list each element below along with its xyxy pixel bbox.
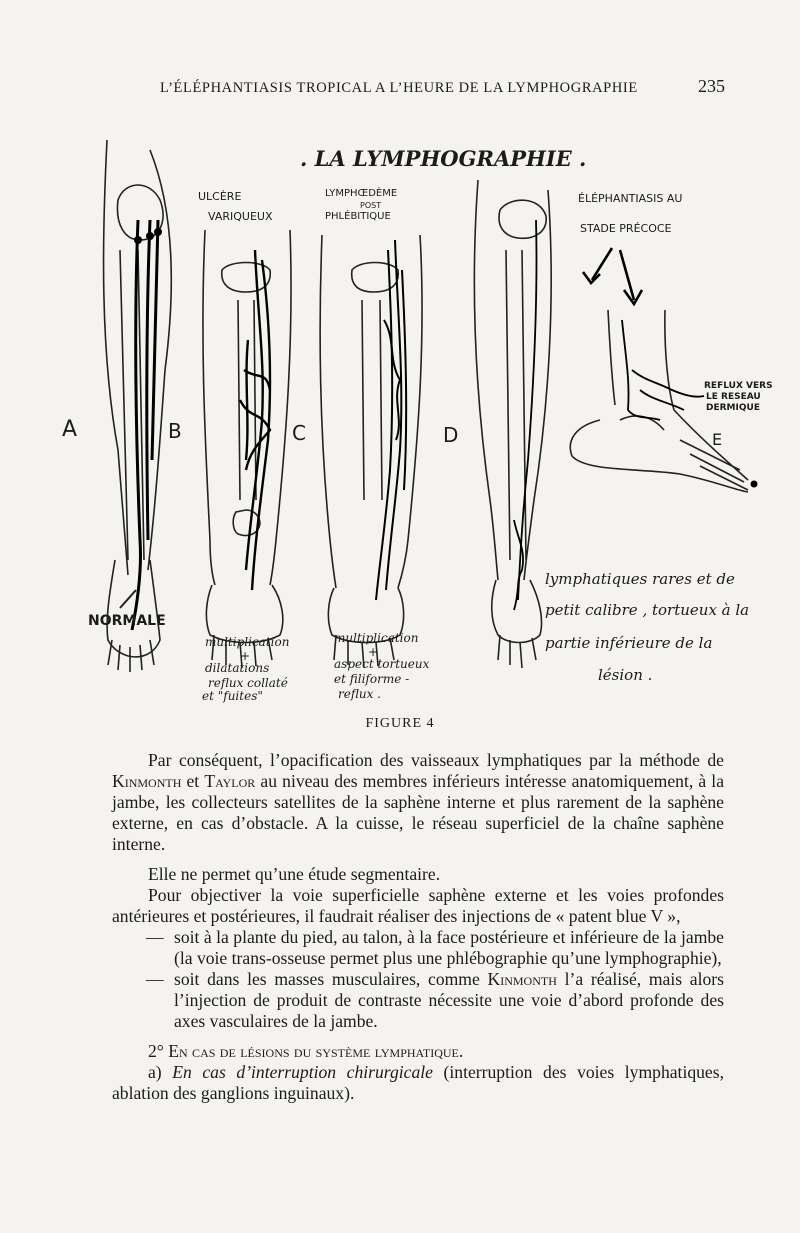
e-caption-line4: lésion . — [598, 666, 653, 684]
c-caption-line4: et filiforme - — [334, 672, 410, 686]
e-title-line1: ÉLÉPHANTIASIS AU — [578, 192, 683, 205]
figure-title: . LA LYMPHOGRAPHIE . — [300, 146, 587, 171]
figure-4 — [0, 120, 800, 710]
b-caption-line3: dilatations — [205, 661, 270, 675]
arrows — [583, 248, 642, 304]
author-name: Taylor — [204, 771, 256, 791]
b-caption-line1: multiplication — [205, 635, 290, 649]
b-caption-line5: et "fuites" — [202, 689, 263, 703]
panel-letter-b: B — [168, 419, 182, 443]
c-caption-line3: aspect tortueux — [334, 657, 430, 671]
paragraph-3: Pour objectiver la voie superficielle saphène externe et les voies profondes antérieures et postérieures, il faudrait réaliser des injections de « patent blue V », — [112, 885, 724, 926]
list-item: — soit dans les masses musculaires, comme Kinmonth l’a réalisé, mais alors l’injection de produit de contraste nécessite une voie d’abord profonde des axes vasculaires de la jambe. — [146, 969, 725, 1031]
author-name: Kinmonth — [112, 771, 182, 791]
e-caption-line1: lymphatiques rares et de — [545, 570, 735, 588]
running-head-title: L’ÉLÉPHANTIASIS TROPICAL A L’HEURE DE LA LYMPHOGRAPHIE — [160, 80, 638, 96]
e-annotation-line1: REFLUX VERS — [704, 381, 773, 391]
e-annotation-line2: LE RESEAU — [706, 392, 761, 402]
panel-letter-a: A — [62, 417, 78, 442]
panel-letter-e: E — [712, 430, 723, 449]
panel-letter-c: C — [292, 421, 306, 445]
foot-e-lymphatics — [622, 320, 704, 420]
c-title-line3: PHLÉBITIQUE — [325, 211, 391, 222]
b-caption-line4: reflux collaté — [208, 676, 288, 690]
author-name: Kinmonth — [487, 969, 557, 989]
b-title-line2: VARIQUEUX — [208, 210, 273, 223]
paragraph-4: a) En cas d’interruption chirurgicale (interruption des voies lymphatiques, ablation des ganglions inguinaux). — [112, 1062, 724, 1103]
b-caption-line2: + — [240, 649, 251, 663]
paragraph-2: Elle ne permet qu’une étude segmentaire. — [148, 864, 441, 884]
lymphography-illustration — [0, 120, 800, 710]
c-caption-line2: + — [368, 645, 379, 659]
figure-caption: FIGURE 4 — [365, 716, 435, 731]
c-title-line1: LYMPHŒDÈME — [325, 188, 398, 199]
e-title-line2: STADE PRÉCOCE — [580, 222, 672, 235]
e-caption-line3: partie inférieure de la — [545, 634, 713, 652]
e-annotation-line3: DERMIQUE — [706, 403, 760, 413]
b-title-line1: ULCÈRE — [198, 190, 242, 203]
e-caption-line2: petit calibre , tortueux à la — [545, 601, 750, 619]
body-text — [112, 750, 724, 1104]
panel-letter-d: D — [443, 423, 459, 447]
leg-d-drawing — [474, 180, 551, 668]
c-caption-line5: reflux . — [338, 687, 381, 701]
c-title-line2: POST — [360, 201, 382, 210]
c-caption-line1: multiplication — [334, 631, 419, 645]
list-item: — soit à la plante du pied, au talon, à la face postérieure et inférieure de la jambe (la voie trans-osseuse permet plus une phlébographie qu’une lymphographie), — [146, 927, 724, 968]
label-normale: NORMALE — [88, 613, 166, 629]
leg-c-drawing — [320, 235, 422, 668]
section-heading: 2° En cas de lésions du système lymphatique. — [148, 1041, 464, 1061]
page-number: 235 — [698, 76, 725, 96]
paragraph-1: Par conséquent, l’opacification des vaisseaux lymphatiques par la méthode de Kinmonth et Taylor au niveau des membres inférieurs intéresse anatomiquement, à la jambe, les collecteurs satellites de la saphène interne et plus rarement de la saphène externe, en cas d’obstacle. A la cuisse, le réseau superficiel de la chaîne saphène interne. — [112, 750, 724, 854]
running-head — [160, 76, 725, 97]
leg-a-lymphatics — [132, 220, 158, 630]
